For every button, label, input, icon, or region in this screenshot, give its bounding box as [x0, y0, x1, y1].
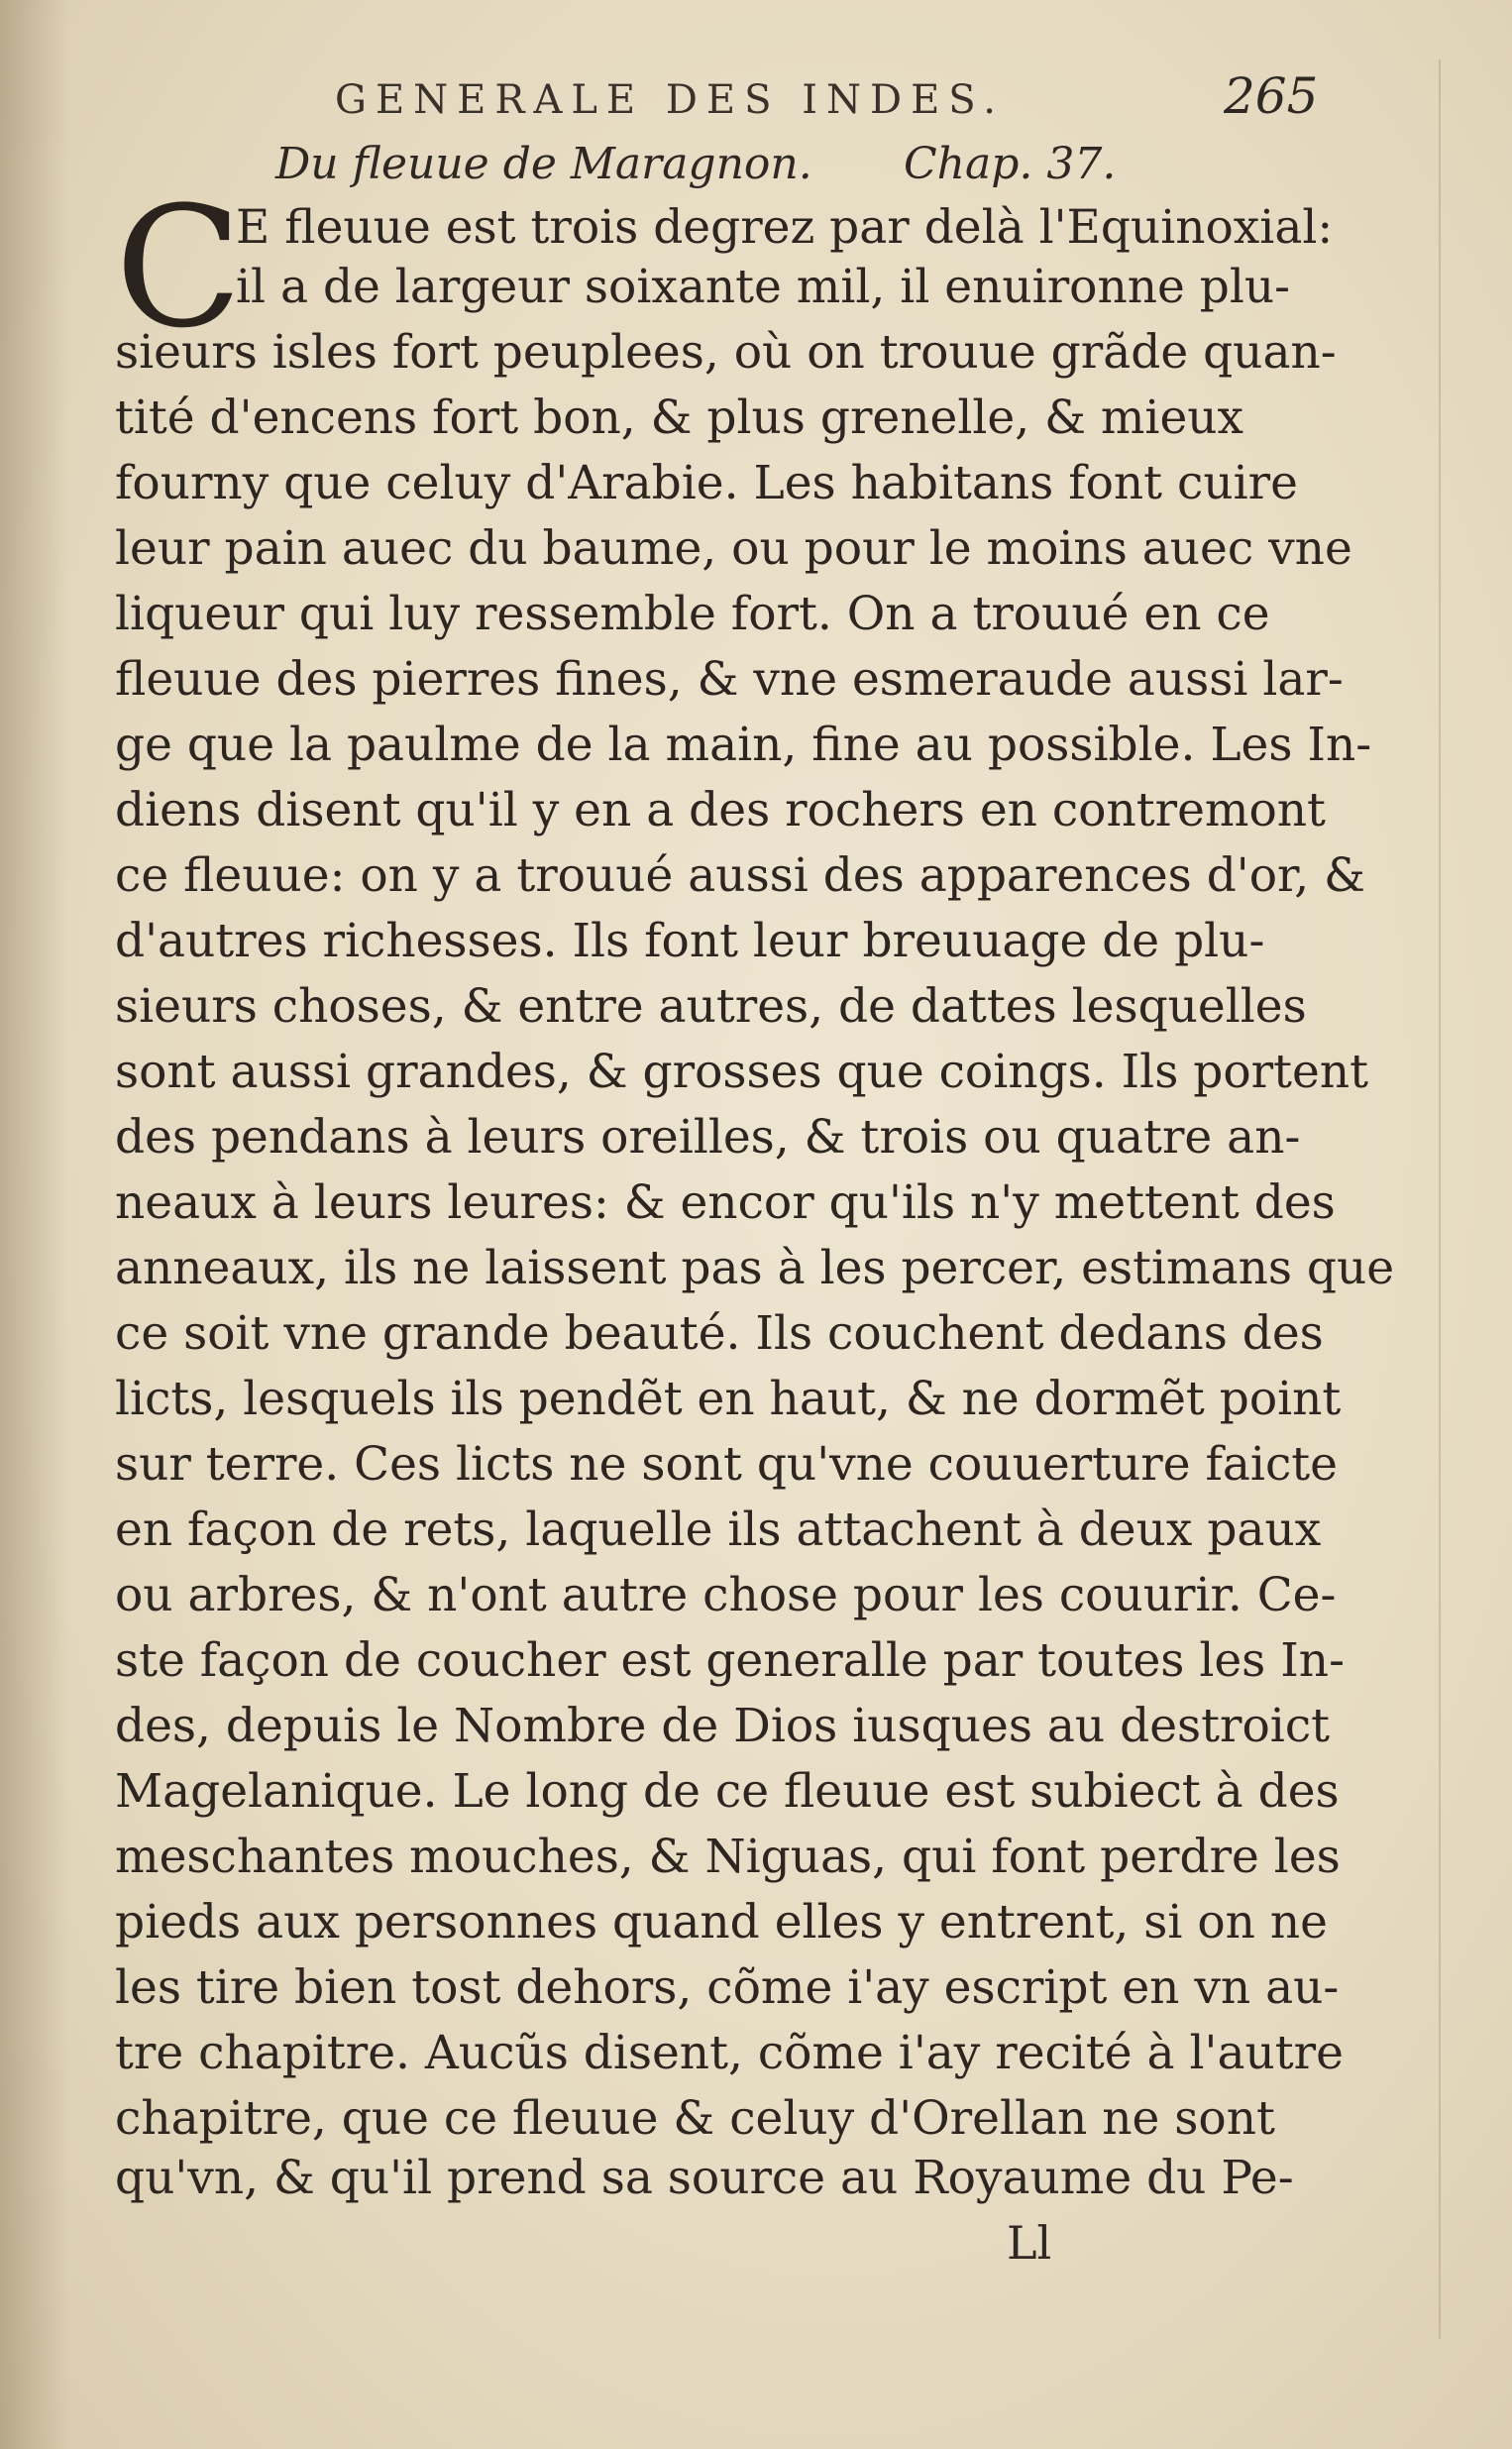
text-line: ou arbres, & n'ont autre chose pour les couurir. Ce-	[115, 1568, 1337, 1622]
text-line: chapitre, que ce fleuue & celuy d'Orellan ne sont	[115, 2091, 1275, 2146]
text-line: tité d'encens fort bon, & plus grenelle, & mieux	[115, 390, 1244, 445]
signature-mark: Ll	[1007, 2216, 1052, 2270]
text-line: il a de largeur soixante mil, il enuironne plu-	[236, 260, 1291, 314]
text-line: licts, lesquels ils pendẽt en haut, & ne dormẽt point	[115, 1372, 1342, 1426]
text-line: ste façon de coucher est generalle par toutes les In-	[115, 1633, 1345, 1688]
text-line: fourny que celuy d'Arabie. Les habitans font cuire	[115, 456, 1298, 510]
text-line: des, depuis le Nombre de Dios iusques au destroict	[115, 1699, 1331, 1753]
text-line: liqueur qui luy ressemble fort. On a trouué en ce	[115, 587, 1270, 641]
text-line: diens disent qu'il y en a des rochers en contremont	[115, 783, 1326, 837]
spine-shadow	[0, 0, 69, 2449]
text-line: ce fleuue: on y a trouué aussi des apparences d'or, &	[115, 848, 1366, 903]
running-head: GENERALE DES INDES.	[335, 77, 1005, 123]
text-line: pieds aux personnes quand elles y entrent, si on ne	[115, 1895, 1328, 1949]
text-line: qu'vn, & qu'il prend sa source au Royaume du Pe-	[115, 2151, 1294, 2205]
text-line: en façon de rets, laquelle ils attachent à deux paux	[115, 1503, 1322, 1557]
text-line: Magelanique. Le long de ce fleuue est subiect à des	[115, 1764, 1340, 1819]
text-line: ge que la paulme de la main, fine au possible. Les In-	[115, 718, 1372, 772]
text-line: meschantes mouches, & Niguas, qui font perdre les	[115, 1830, 1341, 1884]
text-line: ce soit vne grande beauté. Ils couchent dedans des	[115, 1306, 1324, 1361]
text-line: neaux à leurs leures: & encor qu'ils n'y mettent des	[115, 1175, 1336, 1230]
text-line: les tire bien tost dehors, cõme i'ay escript en vn au-	[115, 1960, 1340, 2015]
text-line: fleuue des pierres fines, & vne esmeraude aussi lar-	[115, 652, 1344, 707]
text-line: des pendans à leurs oreilles, & trois ou quatre an-	[115, 1110, 1301, 1165]
text-line: sur terre. Ces licts ne sont qu'vne couuerture faicte	[115, 1437, 1338, 1492]
page-fold	[1439, 59, 1441, 2339]
chapter-label: Chap. 37.	[904, 139, 1117, 189]
text-line: anneaux, ils ne laissent pas à les percer, estimans que	[115, 1241, 1395, 1295]
text-line: d'autres richesses. Ils font leur breuuage de plu-	[115, 914, 1265, 968]
drop-cap: C	[115, 170, 243, 365]
text-line: E fleuue est trois degrez par delà l'Equinoxial:	[236, 200, 1334, 255]
text-line: leur pain auec du baume, ou pour le moins auec vne	[115, 521, 1352, 576]
text-line: sont aussi grandes, & grosses que coings. Ils portent	[115, 1045, 1368, 1099]
text-line: tre chapitre. Aucũs disent, cõme i'ay recité à l'autre	[115, 2026, 1344, 2080]
chapter-subject: Du fleuue de Maragnon.	[275, 139, 812, 189]
text-line: sieurs choses, & entre autres, de dattes lesquelles	[115, 979, 1307, 1034]
text-line: sieurs isles fort peuplees, où on trouue grãde quan-	[115, 325, 1337, 380]
page-number: 265	[1224, 67, 1319, 125]
